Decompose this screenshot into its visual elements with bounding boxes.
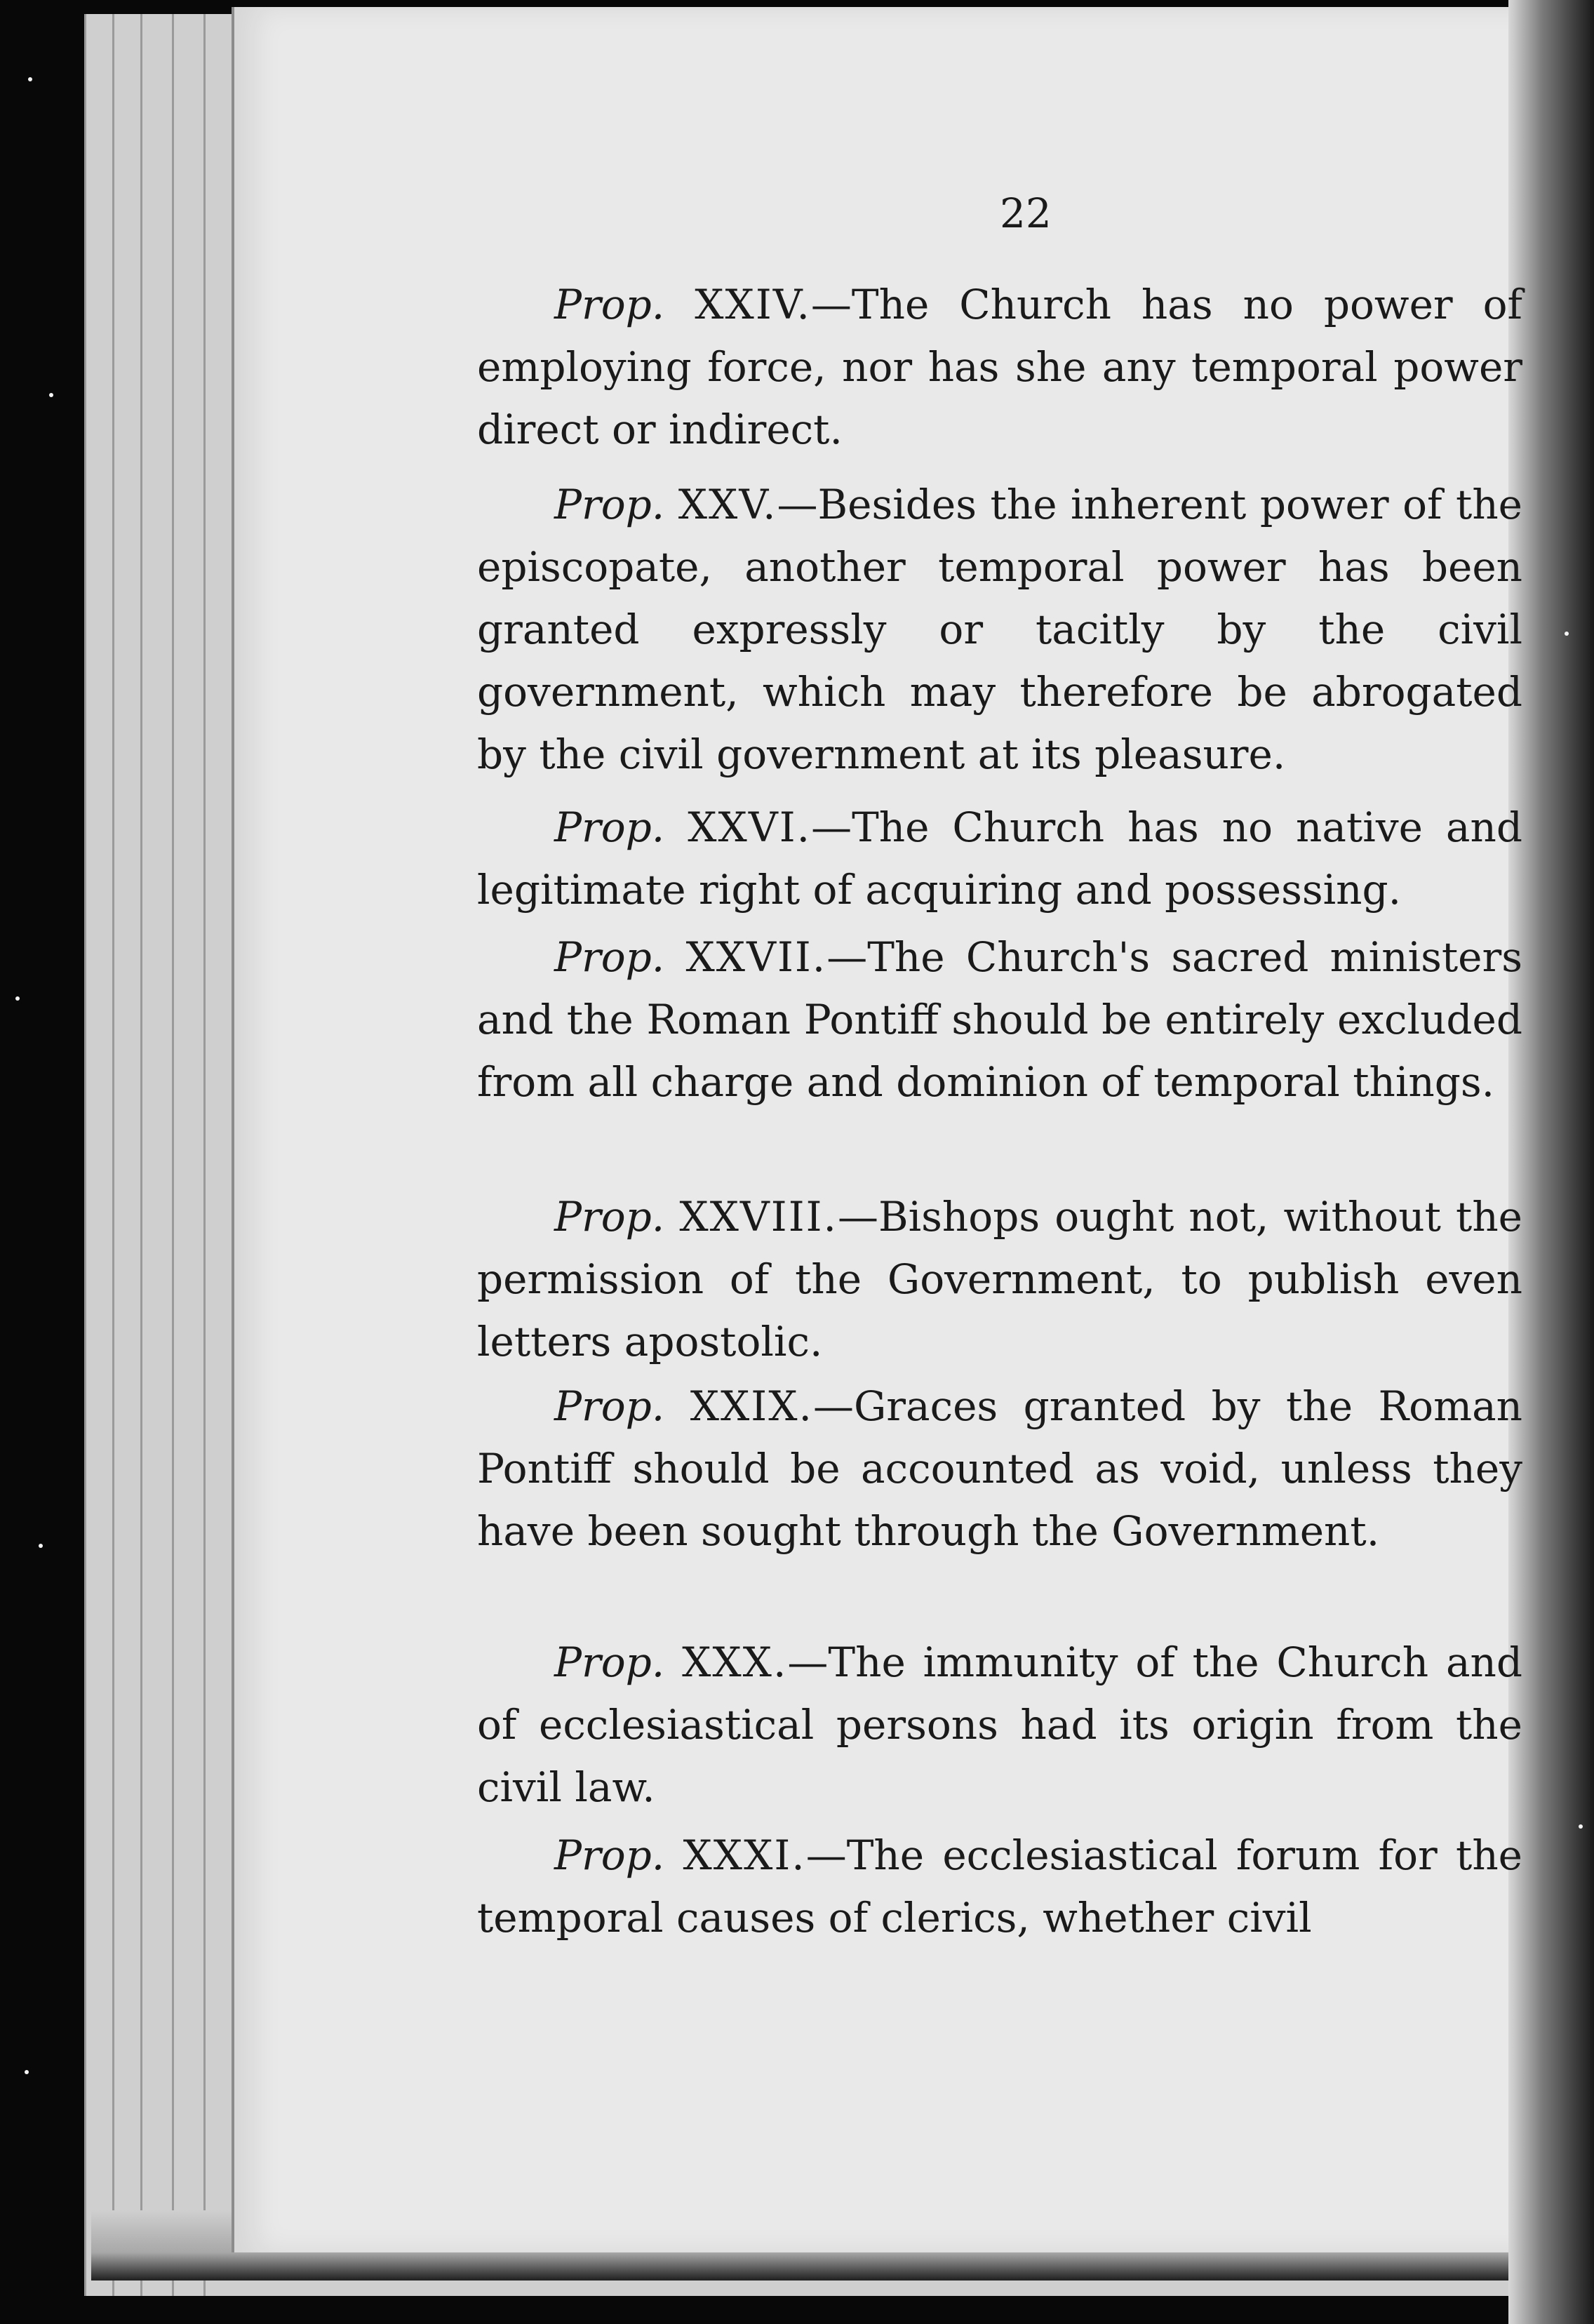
- prop-numeral: XXV.: [678, 481, 777, 528]
- proposition-29: [477, 1375, 1522, 1563]
- proposition-26: [477, 796, 1522, 921]
- proposition-28: [477, 1186, 1522, 1373]
- prop-text: —The ecclesiastical forum for the temporal causes of clerics, whether civil: [477, 1831, 1522, 1942]
- prop-numeral: XXIX.: [690, 1382, 813, 1430]
- dust-speck: [39, 1544, 43, 1548]
- prop-numeral: XXVIII.: [679, 1193, 838, 1241]
- prop-label: Prop.: [554, 933, 665, 981]
- prop-label: Prop.: [554, 1831, 665, 1879]
- page-number: 22: [1000, 189, 1052, 237]
- proposition-27: [477, 926, 1522, 1114]
- prop-label: Prop.: [554, 481, 665, 528]
- prop-numeral: XXIV.: [695, 281, 811, 328]
- dust-speck: [28, 77, 32, 81]
- proposition-31: [477, 1824, 1522, 1949]
- dust-speck: [25, 2070, 29, 2074]
- prop-text: —Bishops ought not, without the permission of the Government, to publish even letters apostolic.: [477, 1193, 1523, 1365]
- prop-text: —Besides the inherent power of the episcopate, another temporal power has been granted expressly or tacitly by the civil government, which may therefore be abrogated by the civil government at its pleasure.: [477, 481, 1523, 778]
- prop-label: Prop.: [554, 1382, 665, 1430]
- proposition-24: [477, 274, 1522, 461]
- dust-speck: [1579, 1824, 1583, 1829]
- prop-numeral: XXXI.: [683, 1831, 806, 1879]
- prop-text: —The Church has no native and legitimate right of acquiring and possessing.: [477, 803, 1522, 914]
- prop-label: Prop.: [554, 281, 665, 328]
- dust-speck: [49, 393, 53, 397]
- proposition-25: [477, 474, 1522, 786]
- dust-speck: [15, 996, 20, 1001]
- prop-numeral: XXVI.: [688, 803, 812, 851]
- prop-text: —The Church's sacred ministers and the Roman Pontiff should be entirely excluded from all charge and dominion of temporal things.: [477, 933, 1522, 1106]
- dust-speck: [1565, 632, 1569, 636]
- prop-text: —Graces granted by the Roman Pontiff should be accounted as void, unless they have been sought through the Government.: [477, 1382, 1523, 1555]
- prop-numeral: XXVII.: [685, 933, 827, 981]
- prop-label: Prop.: [554, 1193, 665, 1241]
- prop-text: —The Church has no power of employing force, nor has she any temporal power direct or indirect.: [477, 281, 1523, 453]
- prop-numeral: XXX.: [682, 1638, 788, 1686]
- prop-label: Prop.: [554, 803, 665, 851]
- prop-text: —The immunity of the Church and of ecclesiastical persons had its origin from the civil law.: [477, 1638, 1522, 1811]
- proposition-30: [477, 1631, 1522, 1819]
- prop-label: Prop.: [554, 1638, 665, 1686]
